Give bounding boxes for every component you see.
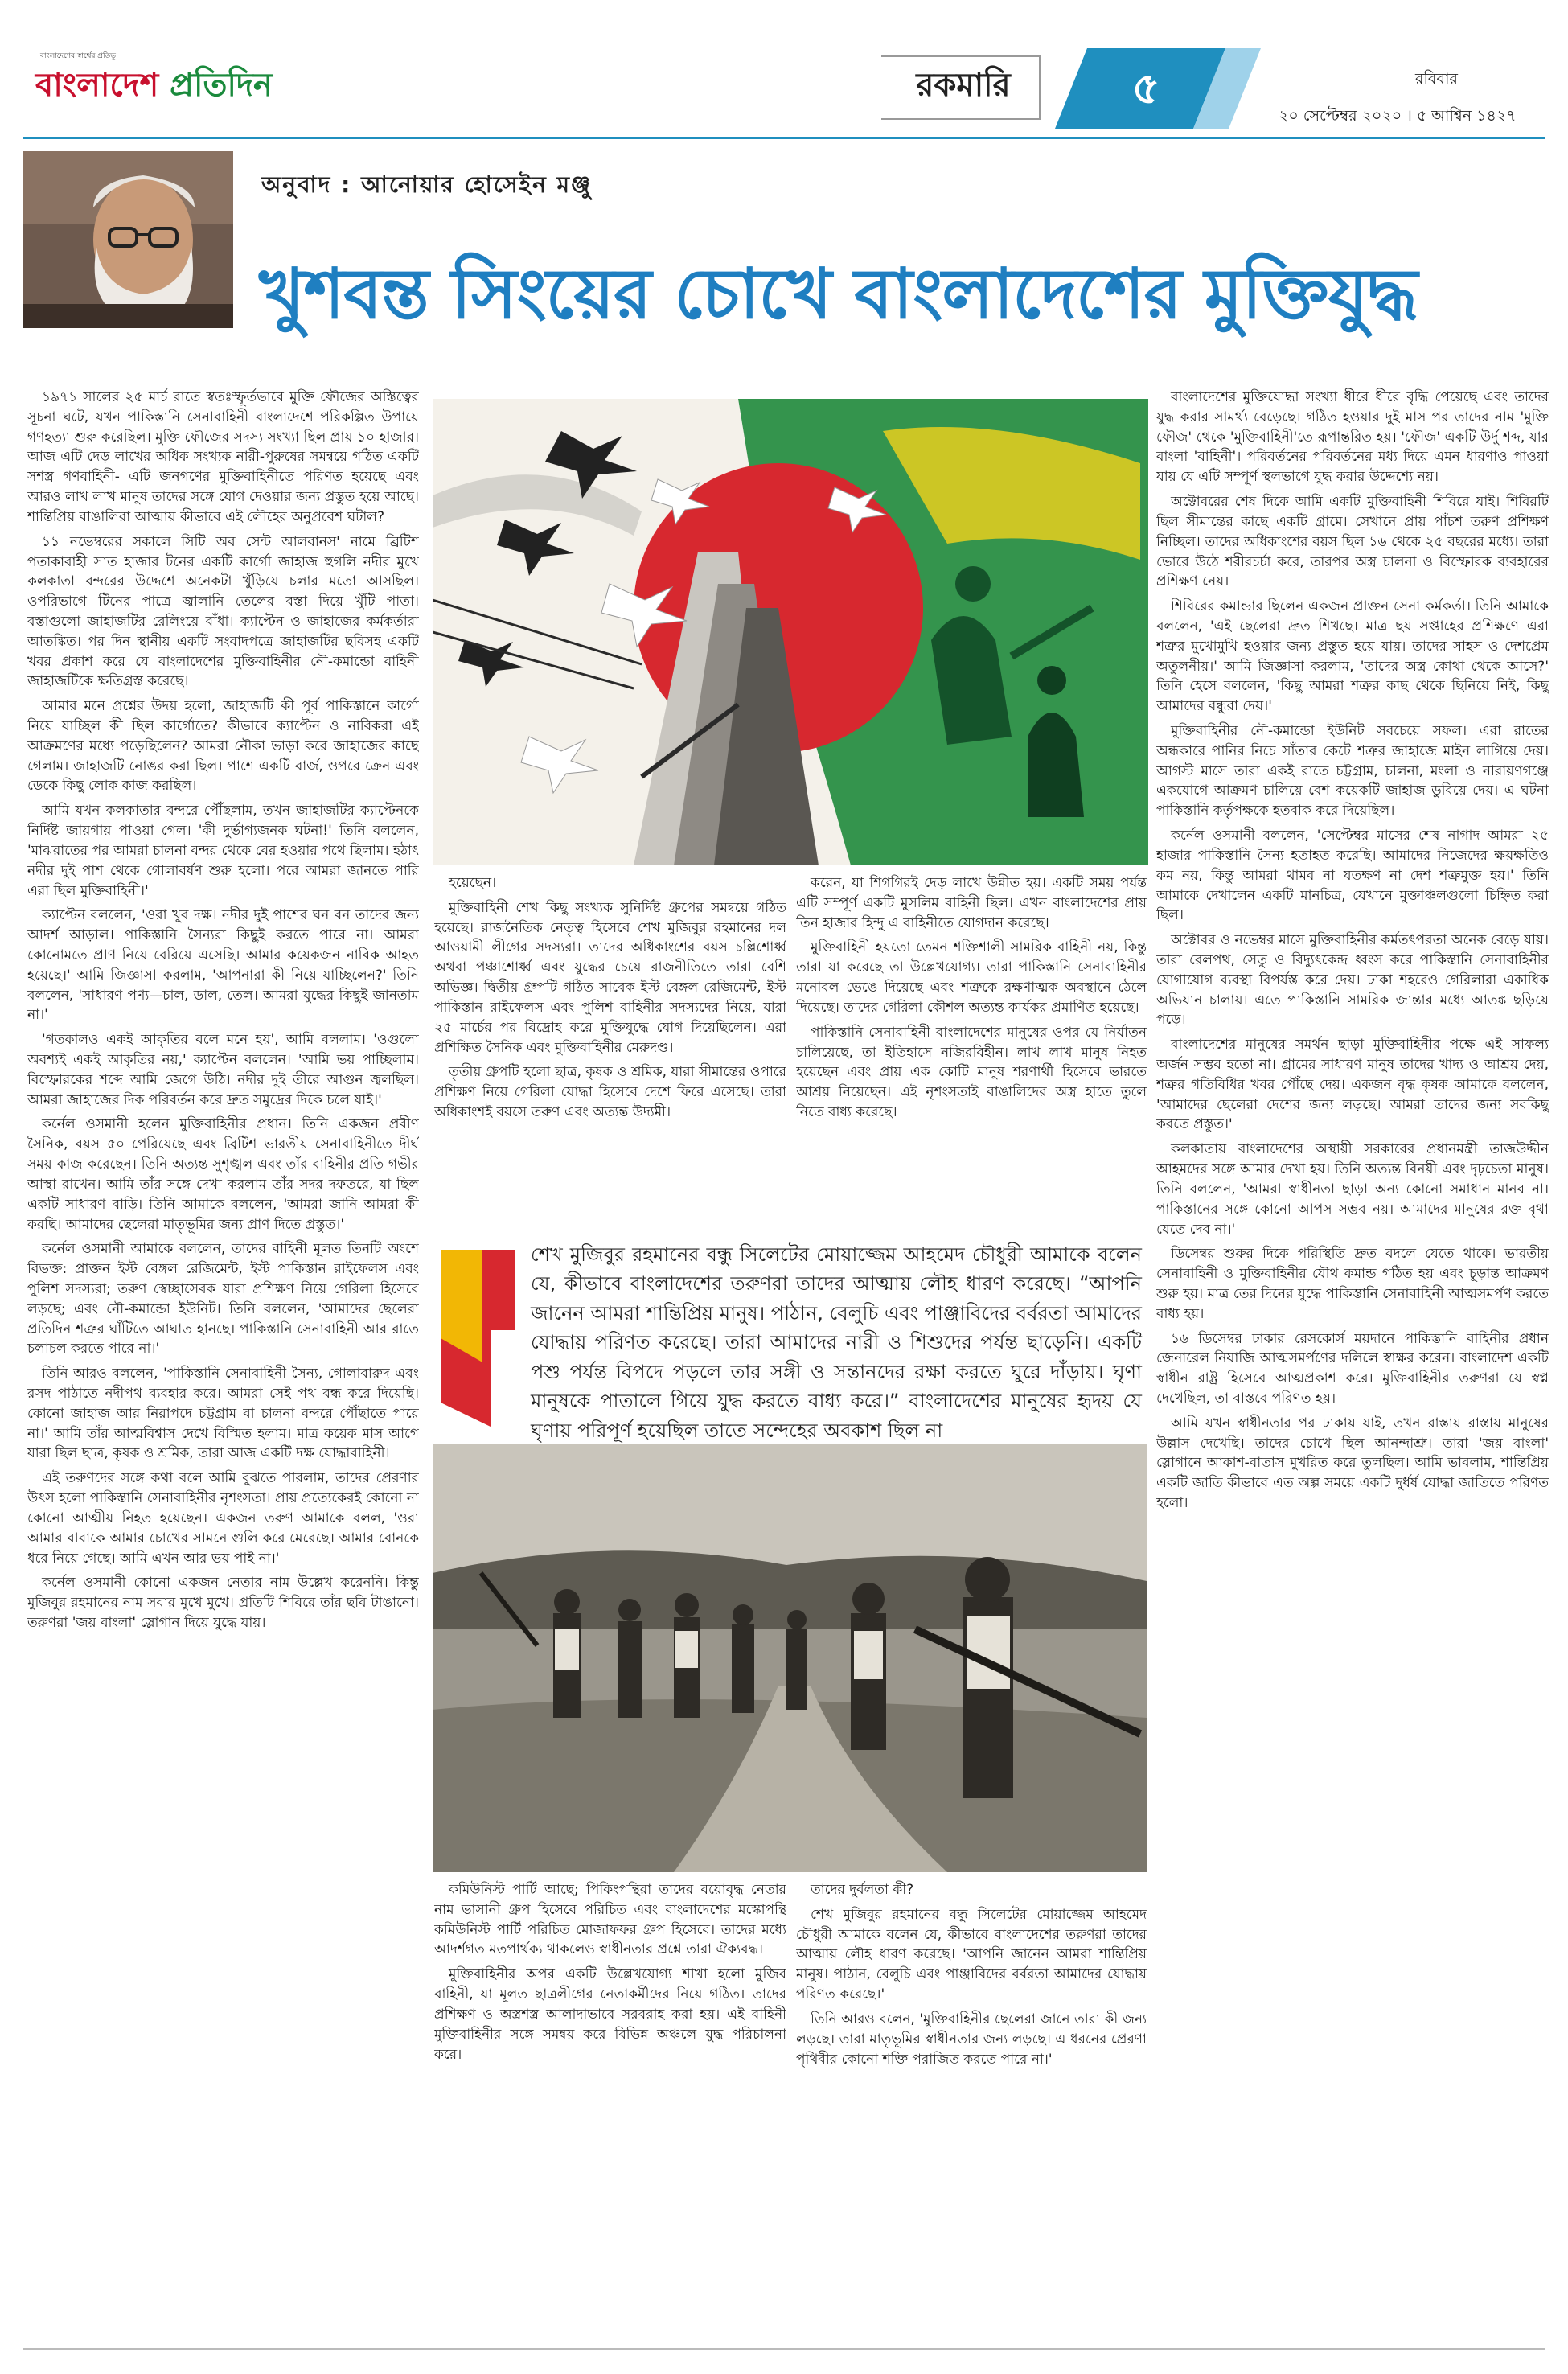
masthead-name-part1: বাংলাদেশ: [35, 67, 170, 104]
article-column-1: [27, 388, 419, 2342]
quote-mark-icon: [434, 1242, 523, 1435]
paragraph: তিনি আরও বললেন, 'পাকিস্তানি সেনাবাহিনী সৈন্য, গোলাবারুদ এবং রসদ পাঠাতে নদীপথ ব্যবহার করে। আমরা সেই পথ বন্ধ করে দিয়েছি। কোনো জাহাজ আর নিরাপদে চট্টগ্রাম বা চালনা বন্দরে পৌঁছাতে পারে না।' আমি তাঁর আত্মবিশ্বাস দেখে বিস্মিত হলাম। মাত্র কয়েক মাস আগে যারা ছিল ছাত্র, কৃষক ও শ্রমিক, তারা আজ একটি দক্ষ যোদ্ধাবাহিনী।: [27, 1366, 419, 1462]
paragraph: মুক্তিবাহিনী শেখ কিছু সংখ্যক সুনির্দিষ্ট গ্রুপের সমন্বয়ে গঠিত হয়েছে। রাজনৈতিক নেতৃত্ব হিসেবে শেখ মুজিবুর রহমানের দল আওয়ামী লীগের সদস্যরা। তাদের অধিকাংশের বয়স চল্লিশোর্ধ্ব অথবা পঞ্চাশোর্ধ্ব এবং যুদ্ধের চেয়ে রাজনীতিতে তারা বেশি অভিজ্ঞ। দ্বিতীয় গ্রুপটি গঠিত সাবেক ইস্ট বেঙ্গল রেজিমেন্ট, ইস্ট পাকিস্তান রাইফেলস এবং পুলিশ বাহিনীর সদস্যদের নিয়ে, যারা ২৫ মার্চের পর বিদ্রোহ করে মুক্তিযুদ্ধে যোগ দিয়েছিলেন। এরা প্রশিক্ষিত সৈনিক এবং মুক্তিবাহিনীর মেরুদণ্ড।: [434, 899, 786, 1056]
paragraph: অক্টোবরের শেষ দিকে আমি একটি মুক্তিবাহিনী শিবিরে যাই। শিবিরটি ছিল সীমান্তের কাছে একটি গ্রামে। সেখানে প্রায় পাঁচশ তরুণ প্রশিক্ষণ নিচ্ছিল। তাদের অধিকাংশের বয়স ছিল ১৬ থেকে ২৫ বছরের মধ্যে। তারা ভোরে উঠে শরীরচর্চা করে, তারপর অস্ত্র চালনা ও বিস্ফোরক ব্যবহারের প্রশিক্ষণ নেয়।: [1156, 494, 1549, 590]
masthead-logo: [35, 60, 273, 113]
paragraph: কলকাতায় বাংলাদেশের অস্থায়ী সরকারের প্রধানমন্ত্রী তাজউদ্দীন আহমদের সঙ্গে আমার দেখা হয়। তিনি অত্যন্ত বিনয়ী এবং দৃঢ়চেতা মানুষ। তিনি বললেন, 'আমরা স্বাধীনতা ছাড়া অন্য কোনো সমাধান মানব না। পাকিস্তানের সঙ্গে কোনো আপস সম্ভব নয়। আমাদের মানুষের রক্ত বৃথা যেতে দেব না।': [1156, 1141, 1549, 1238]
paragraph: ১৯৭১ সালের ২৫ মার্চ রাতে স্বতঃস্ফূর্তভাবে মুক্তি ফৌজের অস্তিত্বের সূচনা ঘটে, যখন পাকিস্তানি সেনাবাহিনী বাংলাদেশে পরিকল্পিত উপায়ে গণহত্যা শুরু করেছিল। মুক্তি ফৌজের সদস্য সংখ্যা ছিল প্রায় ১০ হাজার। আজ এটি দেড় লাখের অধিক সংখ্যক নারী-পুরুষের সমন্বয়ে গঠিত একটি সশস্ত্র গণবাহিনী- এটি জনগণের মুক্তিবাহিনীতে পরিণত হয়েছে এবং আরও লাখ লাখ মানুষ তাদের সঙ্গে যোগ দেওয়ার জন্য প্রস্তুত হয়ে আছে। শান্তিপ্রিয় বাঙালিরা আত্মায় কীভাবে এই লৌহের অনুপ্রবেশ ঘটাল?: [27, 389, 419, 525]
paragraph: তাদের দুর্বলতা কী?: [811, 1882, 914, 1898]
author-portrait: [23, 151, 233, 328]
paragraph: শিবিরের কমান্ডার ছিলেন একজন প্রাক্তন সেনা কর্মকর্তা। তিনি আমাকে বললেন, 'এই ছেলেরা দ্রুত শিখছে। মাত্র ছয় সপ্তাহের প্রশিক্ষণে এরা শত্রুর মুখোমুখি হওয়ার জন্য প্রস্তুত হয়ে যায়। তাদের সাহস ও দেশপ্রেম অতুলনীয়।' আমি জিজ্ঞাসা করলাম, 'তাদের অস্ত্র কোথা থেকে আসে?' তিনি হেসে বললেন, 'কিছু আমরা শত্রুর কাছ থেকে ছিনিয়ে নিই, কিছু আমাদের বন্ধুরা দেয়।': [1156, 598, 1549, 715]
paragraph: কর্নেল ওসমানী আমাকে বললেন, তাদের বাহিনী মূলত তিনটি অংশে বিভক্ত: প্রাক্তন ইস্ট বেঙ্গল রেজিমেন্ট, ইস্ট পাকিস্তান রাইফেলস এবং পুলিশ সদস্যরা; তরুণ স্বেচ্ছাসেবক যারা প্রশিক্ষণ নিয়ে গেরিলা হিসেবে লড়ছে; এবং নৌ-কমান্ডো ইউনিট। তিনি বললেন, 'আমাদের ছেলেরা প্রতিদিন শত্রুর ঘাঁটিতে আঘাত হানছে। পাকিস্তানি সেনাবাহিনী আর রাতে চলাচল করতে পারে না।': [27, 1241, 419, 1357]
paragraph: কর্নেল ওসমানী বললেন, 'সেপ্টেম্বর মাসের শেষ নাগাদ আমরা ২৫ হাজার পাকিস্তানি সৈন্য হতাহত করেছি। আমাদের নিজেদের ক্ষয়ক্ষতিও কম নয়, কিন্তু আমরা থামব না যতক্ষণ না দেশ শত্রুমুক্ত হয়।' তিনি আমাকে দেখালেন একটি মানচিত্র, যেখানে মুক্তাঞ্চলগুলো চিহ্নিত করা ছিল।: [1156, 828, 1549, 924]
paragraph: ১৬ ডিসেম্বর ঢাকার রেসকোর্স ময়দানে পাকিস্তানি বাহিনীর প্রধান জেনারেল নিয়াজি আত্মসমর্পণের দলিলে স্বাক্ষর করেন। বাংলাদেশ একটি স্বাধীন রাষ্ট্র হিসেবে আত্মপ্রকাশ করে। মুক্তিবাহিনীর তরুণরা যে স্বপ্ন দেখেছিল, তা বাস্তবে পরিণত হয়।: [1156, 1330, 1549, 1407]
page-number: ৫: [1131, 63, 1160, 113]
paragraph: আমার মনে প্রশ্নের উদয় হলো, জাহাজটি কী পূর্ব পাকিস্তানে কার্গো নিয়ে যাচ্ছিল কী ছিল কার্গোতে? কীভাবে ক্যাপ্টেন ও নাবিকরা এই আক্রমণের মধ্যে পড়েছিলেন? আমরা নৌকা ভাড়া করে জাহাজের কাছে গেলাম। জাহাজটি নোঙর করা ছিল। পাশে একটি বার্জ, ওপরে ক্রেন এবং ডেকে কিছু লোক কাজ করছিল।: [27, 698, 419, 795]
paragraph: আমি যখন কলকাতার বন্দরে পৌঁছলাম, তখন জাহাজটির ক্যাপ্টেনকে নির্দিষ্ট জায়গায় পাওয়া গেল। 'কী দুর্ভাগ্যজনক ঘটনা!' তিনি বললেন, 'মাঝরাতের পর আমরা চালনা বন্দর থেকে বের হওয়ার পথে ছিলাম। হঠাৎ নদীর দুই পাশ থেকে গোলাবর্ষণ শুরু হলো। পরে আমরা জানতে পারি এরা ছিল মুক্তিবাহিনী।': [27, 803, 419, 899]
paragraph: বাংলাদেশের মানুষের সমর্থন ছাড়া মুক্তিবাহিনীর পক্ষে এই সাফল্য অর্জন সম্ভব হতো না। গ্রামের সাধারণ মানুষ তাদের খাদ্য ও আশ্রয় দেয়, শত্রুর গতিবিধির খবর পৌঁছে দেয়। একজন বৃদ্ধ কৃষক আমাকে বললেন, 'আমাদের ছেলেরা দেশের জন্য লড়ছে। আমরা তাদের জন্য সবকিছু করতে প্রস্তুত।': [1156, 1037, 1549, 1133]
paragraph: তৃতীয় গ্রুপটি হলো ছাত্র, কৃষক ও শ্রমিক, যারা সীমান্তের ওপারে প্রশিক্ষণ নিয়ে গেরিলা যোদ্ধা হিসেবে দেশে ফিরে এসেছে। তারা অধিকাংশই বয়সে তরুণ এবং অত্যন্ত উদ্যমী।: [434, 1064, 786, 1120]
paragraph: কর্নেল ওসমানী হলেন মুক্তিবাহিনীর প্রধান। তিনি একজন প্রবীণ সৈনিক, বয়স ৫০ পেরিয়েছে এবং ব্রিটিশ ভারতীয় সেনাবাহিনীতে দীর্ঘ সময় কাজ করেছেন। তিনি অত্যন্ত সুশৃঙ্খল এবং তাঁর বাহিনীর প্রতি গভীর আস্থা রাখেন। আমি তাঁর সঙ্গে দেখা করলাম তাঁর সদর দফতরে, যা ছিল একটি সাধারণ বাড়ি। তিনি আমাকে বললেন, 'আমরা জানি আমরা কী করছি। আমাদের ছেলেরা মাতৃভূমির জন্য প্রাণ দিতে প্রস্তুত।': [27, 1116, 419, 1233]
paragraph: আমি যখন স্বাধীনতার পর ঢাকায় যাই, তখন রাস্তায় রাস্তায় মানুষের উল্লাস দেখেছি। তাদের চোখে ছিল আনন্দাশ্রু। তারা 'জয় বাংলা' স্লোগানে আকাশ-বাতাস মুখরিত করে তুলছিল। আমি ভাবলাম, শান্তিপ্রিয় একটি জাতি কীভাবে এত অল্প সময়ে একটি দুর্ধর্ষ যোদ্ধা জাতিতে পরিণত হলো।: [1156, 1415, 1549, 1512]
freedom-fighters-photo: [433, 1444, 1147, 1872]
paragraph: ক্যাপ্টেন বললেন, 'ওরা খুব দক্ষ। নদীর দুই পাশের ঘন বন তাদের জন্য আদর্শ আড়াল। পাকিস্তানি সৈন্যরা কিছুই করতে পারে না। আমরা কোনোমতে প্রাণ নিয়ে বেরিয়ে এসেছি। আমার কয়েকজন নাবিক আহত হয়েছে।' আমি জিজ্ঞাসা করলাম, 'আপনারা কী নিয়ে যাচ্ছিলেন?' তিনি বললেন, 'সাধারণ পণ্য—চাল, ডাল, তেল। আমরা যুদ্ধের কিছুই জানতাম না।': [27, 907, 419, 1024]
paragraph: কর্নেল ওসমানী কোনো একজন নেতার নাম উল্লেখ করেননি। কিন্তু মুজিবুর রহমানের নাম সবার মুখে মুখে। প্রতিটি শিবিরে তাঁর ছবি টাঙানো। তরুণরা 'জয় বাংলা' স্লোগান দিয়ে যুদ্ধে যায়।: [27, 1575, 419, 1631]
article-column-mid-b: [796, 873, 1147, 1216]
masthead-name-part2: প্রতিদিন: [170, 67, 273, 104]
paragraph: এই তরুণদের সঙ্গে কথা বলে আমি বুঝতে পারলাম, তাদের প্রেরণার উৎস হলো পাকিস্তানি সেনাবাহিনীর নৃশংসতা। প্রায় প্রত্যেকেরই কোনো না কোনো আত্মীয় নিহত হয়েছেন। একজন তরুণ আমাকে বলল, 'ওরা আমার বাবাকে আমার চোখের সামনে গুলি করে মেরেছে। আমার বোনকে ধরে নিয়ে গেছে। আমি এখন আর ভয় পাই না।': [27, 1470, 419, 1567]
pull-quote-box: [434, 1237, 1147, 1442]
paragraph: মুক্তিবাহিনী হয়তো তেমন শক্তিশালী সামরিক বাহিনী নয়, কিন্তু তারা যা করেছে তা উল্লেখযোগ্য। তারা পাকিস্তানি সেনাবাহিনীর মনোবল ভেঙে দিয়েছে এবং শত্রুকে রক্ষণাত্মক অবস্থানে ঠেলে দিয়েছে। তাদের গেরিলা কৌশল অত্যন্ত কার্যকর প্রমাণিত হয়েছে।: [796, 939, 1147, 1016]
illustration-artwork: [433, 399, 1148, 865]
pull-quote-text: শেখ মুজিবুর রহমানের বন্ধু সিলেটের মোয়াজ্জেম আহমেদ চৌধুরী আমাকে বলেন যে, কীভাবে বাংলাদেশের তরুণরা তাদের আত্মায় লৌহ ধারণ করেছে। “আপনি জানেন আমরা শান্তিপ্রিয় মানুষ। পাঠান, বেলুচি এবং পাঞ্জাবিদের বর্বরতা আমাদের যোদ্ধায় পরিণত করেছে। তারা আমাদের নারী ও শিশুদের পর্যন্ত ছাড়েনি। একটি পশু পর্যন্ত বিপদে পড়লে তার সঙ্গী ও সন্তানদের রক্ষা করতে ঘুরে দাঁড়ায়। ঘৃণা মানুষকে পাতালে গিয়ে যুদ্ধ করতে বাধ্য করে।” বাংলাদেশের মানুষের হৃদয় যে ঘৃণায় পরিপূর্ণ হয়েছিল তাতে সন্দেহের অবকাশ ছিল না: [531, 1243, 1142, 1442]
paragraph: অক্টোবর ও নভেম্বর মাসে মুক্তিবাহিনীর কর্মতৎপরতা অনেক বেড়ে যায়। তারা রেলপথ, সেতু ও বিদ্যুৎকেন্দ্র ধ্বংস করে পাকিস্তানি সেনাবাহিনীর যোগাযোগ ব্যবস্থা বিপর্যস্ত করে দেয়। ঢাকা শহরেও গেরিলারা একাধিক অভিযান চালায়। এতে পাকিস্তানি সামরিক জান্তার মধ্যে আতঙ্ক ছড়িয়ে পড়ে।: [1156, 932, 1549, 1029]
article-column-3: [1156, 388, 1549, 2342]
masthead-tagline: বাংলাদেশের স্বার্থের প্রতিভূ: [40, 52, 117, 60]
headline: খুশবন্ত সিংয়ের চোখে বাংলাদেশের মুক্তিযুদ্ধ: [259, 254, 1418, 335]
paragraph: তিনি আরও বলেন, 'মুক্তিবাহিনীর ছেলেরা জানে তারা কী জন্য লড়ছে। তারা মাতৃভূমির স্বাধীনতার জন্য লড়ছে। এ ধরনের প্রেরণা পৃথিবীর কোনো শক্তি পরাজিত করতে পারে না।': [796, 2011, 1147, 2068]
article-column-mid-c: [434, 1880, 786, 2342]
section-header: [875, 48, 1056, 127]
paragraph: 'গতকালও একই আকৃতির বলে মনে হয়', আমি বললাম। 'ওগুলো অবশ্যই একই আকৃতির নয়,' ক্যাপ্টেন বললেন। 'আমি ভয় পাচ্ছিলাম। বিস্ফোরকের শব্দে আমি জেগে উঠি। নদীর দুই তীরে আগুন জ্বলছিল। আমরা জাহাজের দিক পরিবর্তন করে দ্রুত সমুদ্রের দিকে চলে যাই।': [27, 1032, 419, 1108]
paragraph: কমিউনিস্ট পার্টি আছে; পিকিংপন্থিরা তাদের বয়োবৃদ্ধ নেতার নাম ভাসানী গ্রুপ হিসেবে পরিচিত এবং বাংলাদেশের মস্কোপন্থি কমিউনিস্ট পার্টি পরিচিত মোজাফফর গ্রুপ হিসেবে। তাদের মধ্যে আদর্শগত মতপার্থক্য থাকলেও স্বাধীনতার প্রশ্নে তারা ঐক্যবদ্ধ।: [434, 1882, 786, 1958]
masthead: [23, 48, 360, 121]
paragraph: হয়েছেন।: [449, 875, 497, 891]
section-title: রকমারি: [916, 67, 1011, 104]
portrait-image: [23, 151, 233, 328]
header-rule: [23, 137, 1545, 139]
paragraph: ডিসেম্বর শুরুর দিকে পরিস্থিতি দ্রুত বদলে যেতে থাকে। ভারতীয় সেনাবাহিনী ও মুক্তিবাহিনীর যৌথ কমান্ড গঠিত হয় এবং চূড়ান্ত আক্রমণ শুরু হয়। মাত্র তের দিনের যুদ্ধে পাকিস্তানি সেনাবাহিনী আত্মসমর্পণ করতে বাধ্য হয়।: [1156, 1246, 1549, 1322]
footer-rule: [23, 2348, 1545, 2350]
article-column-mid-a: [434, 873, 786, 1216]
paragraph: পাকিস্তানি সেনাবাহিনী বাংলাদেশের মানুষের ওপর যে নির্যাতন চালিয়েছে, তা ইতিহাসে নজিরবিহীন। লাখ লাখ মানুষ নিহত হয়েছেন এবং প্রায় এক কোটি মানুষ শরণার্থী হিসেবে ভারতে আশ্রয় নিয়েছেন। এই নৃশংসতাই বাঙালিদের অস্ত্র হাতে তুলে নিতে বাধ্য করেছে।: [796, 1024, 1147, 1120]
byline: অনুবাদ : আনোয়ার হোসেইন মঞ্জু: [261, 171, 593, 198]
paragraph: ১১ নভেম্বরের সকালে সিটি অব সেন্ট আলবানস' নামে ব্রিটিশ পতাকাবাহী সাত হাজার টনের একটি কার্গো জাহাজ হুগলি নদীর মুখে কলকাতা বন্দরের উদ্দেশে অনেকটা খুঁড়িয়ে চলার মতো আসছিল। ওপরিভাগে টিনের পাত্রে জ্বালানি তেলের বস্তা দিয়ে খুঁটি পাতা। বস্তাগুলো জাহাজটির রেলিংয়ে বাঁধা। ক্যাপ্টেন ও জাহাজের কর্মকর্তারা আতঙ্কিত। পর দিন স্থানীয় একটি সংবাদপত্রে জাহাজটির ছবিসহ একটি খবর প্রকাশ করে যে বাংলাদেশের মুক্তিবাহিনীর নৌ-কমান্ডো বাহিনী জাহাজটিকে ক্ষতিগ্রস্ত করেছে।: [27, 533, 419, 690]
paragraph: করেন, যা শিগগিরই দেড় লাখে উন্নীত হয়। একটি সময় পর্যন্ত এটি সম্পূর্ণ একটি মুসলিম বাহিনী ছিল। এখন বাংলাদেশের প্রায় তিন হাজার হিন্দু এ বাহিনীতে যোগদান করেছে।: [796, 875, 1147, 931]
paragraph: বাংলাদেশের মুক্তিযোদ্ধা সংখ্যা ধীরে ধীরে বৃদ্ধি পেয়েছে এবং তাদের যুদ্ধ করার সামর্থ্য বেড়েছে। গঠিত হওয়ার দুই মাস পর তাদের নাম 'মুক্তি ফৌজ' থেকে 'মুক্তিবাহিনী'তে রূপান্তরিত হয়। 'ফৌজ' একটি উর্দু শব্দ, যার বাংলা 'বাহিনী'। পরিবর্তনের পরিবর্তনের মধ্য দিয়ে এমন ধারণাও পাওয়া যায় যে এটি সম্পূর্ণ স্থলভাগে যুদ্ধ করার উদ্দেশ্যে নয়।: [1156, 389, 1549, 486]
paragraph: শেখ মুজিবুর রহমানের বন্ধু সিলেটের মোয়াজ্জেম আহমেদ চৌধুরী আমাকে বলেন যে, কীভাবে বাংলাদেশের তরুণরা তাদের আত্মায় লৌহ ধারণ করেছে। 'আপনি জানেন আমরা শান্তিপ্রিয় মানুষ। পাঠান, বেলুচি এবং পাঞ্জাবিদের বর্বরতা আমাদের যোদ্ধায় পরিণত করেছে।': [796, 1906, 1147, 2003]
page-number-ribbon: [1053, 45, 1262, 132]
paragraph: মুক্তিবাহিনীর অপর একটি উল্লেখযোগ্য শাখা হলো মুজিব বাহিনী, যা মূলত ছাত্রলীগের নেতাকর্মীদের নিয়ে গঠিত। তাদের প্রশিক্ষণ ও অস্ত্রশস্ত্র আলাদাভাবে সরবরাহ করা হয়। এই বাহিনী মুক্তিবাহিনীর সঙ্গে সমন্বয় করে বিভিন্ন অঞ্চলে যুদ্ধ পরিচালনা করে।: [434, 1966, 786, 2063]
war-illustration: [433, 399, 1148, 865]
date-full: ২০ সেপ্টেম্বর ২০২০ । ৫ আশ্বিন ১৪২৭: [1279, 107, 1517, 125]
article-column-mid-d: [796, 1880, 1147, 2342]
date-day: রবিবার: [1415, 70, 1458, 88]
paragraph: মুক্তিবাহিনীর নৌ-কমান্ডো ইউনিট সবচেয়ে সফল। এরা রাতের অন্ধকারে পানির নিচে সাঁতার কেটে শত্রুর জাহাজে মাইন লাগিয়ে দেয়। আগস্ট মাসে তারা একই রাতে চট্টগ্রাম, চালনা, মংলা ও নারায়ণগঞ্জে একযোগে আক্রমণ চালিয়ে বেশ কয়েকটি জাহাজ ডুবিয়ে দেয়। এ ঘটনা পাকিস্তানি কর্তৃপক্ষকে হতবাক করে দিয়েছিল।: [1156, 723, 1549, 819]
photo-image: [433, 1444, 1147, 1872]
